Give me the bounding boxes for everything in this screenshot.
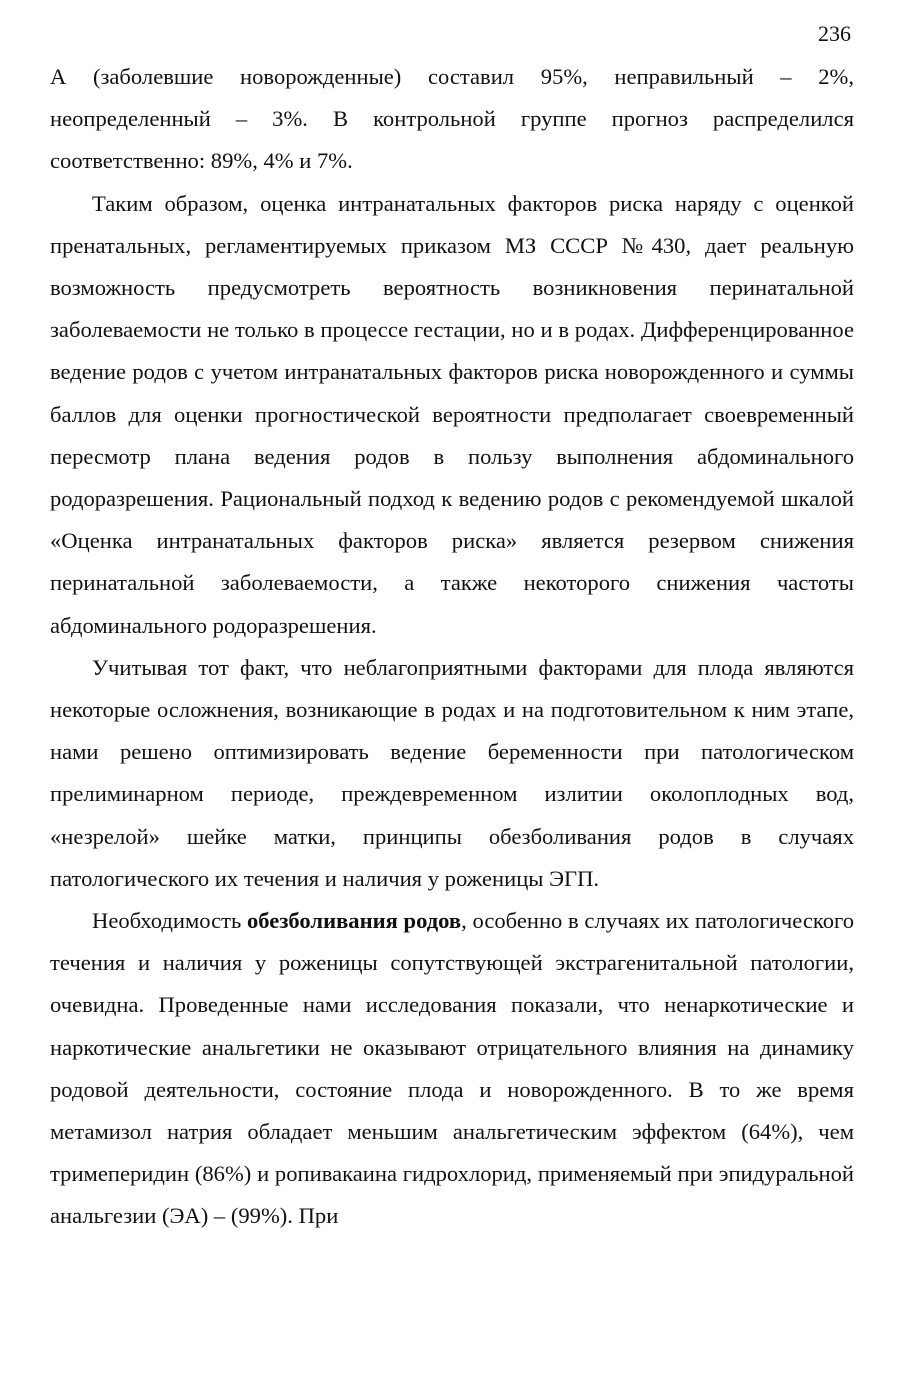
page-number: 236 xyxy=(818,21,851,46)
paragraph-risk-assessment: Таким образом, оценка интранатальных факторов риска наряду с оценкой пренатальных, регламентируемых приказом МЗ СССР №430, дает реальную возможность предусмотреть вероятность возникновения перинатальной заболеваемости не только в процессе гестации, но и в родах. Дифференцированное ведение родов с учетом интранатальных факторов риска новорожденного и суммы баллов для оценки прогностической вероятности предполагает своевременный пересмотр плана ведения родов в пользу выполнения абдоминального родоразрешения. Рациональный подход к ведению родов с рекомендуемой шкалой «Оценка интранатальных факторов риска» является резервом снижения перинатальной заболеваемости, а также некоторого снижения частоты абдоминального родоразрешения. xyxy=(50,190,854,638)
paragraph-complications: Учитывая тот факт, что неблагоприятными факторами для плода являются некоторые осложнения, возникающие в родах и на подготовительном к ним этапе, нами решено оптимизировать ведение беременности при патологическом прелиминарном периоде, преждевременном излитии околоплодных вод, «незрелой» шейке матки, принципы обезболивания родов в случаях патологического их течения и наличия у роженицы ЭГП. xyxy=(50,654,854,891)
paragraph-continuation: А (заболевшие новорожденные) составил 95%, неправильный – 2%, неопределенный – 3%. В контрольной группе прогноз распределился соответственно: 89%, 4% и 7%. xyxy=(50,64,854,174)
body-text xyxy=(50,56,854,1238)
paragraph-analgesia-rest: , особенно в случаях их патологического течения и наличия у роженицы сопутствующей экстрагенитальной патологии, очевидна. Проведенные нами исследования показали, что ненаркотические и наркотические анальгетики не оказывают отрицательного влияния на динамику родовой деятельности, состояние плода и новорожденного. В то же время метамизол натрия обладает меньшим анальгетическим эффектом (64%), чем тримеперидин (86%) и ропивакаина гидрохлорид, применяемый при эпидуральной анальгезии (ЭА) – (99%). При xyxy=(50,908,854,1229)
paragraph-analgesia-lead: Необходимость xyxy=(92,908,247,934)
paragraph-analgesia xyxy=(50,900,854,1238)
bold-term: обезболивания родов xyxy=(247,908,462,934)
